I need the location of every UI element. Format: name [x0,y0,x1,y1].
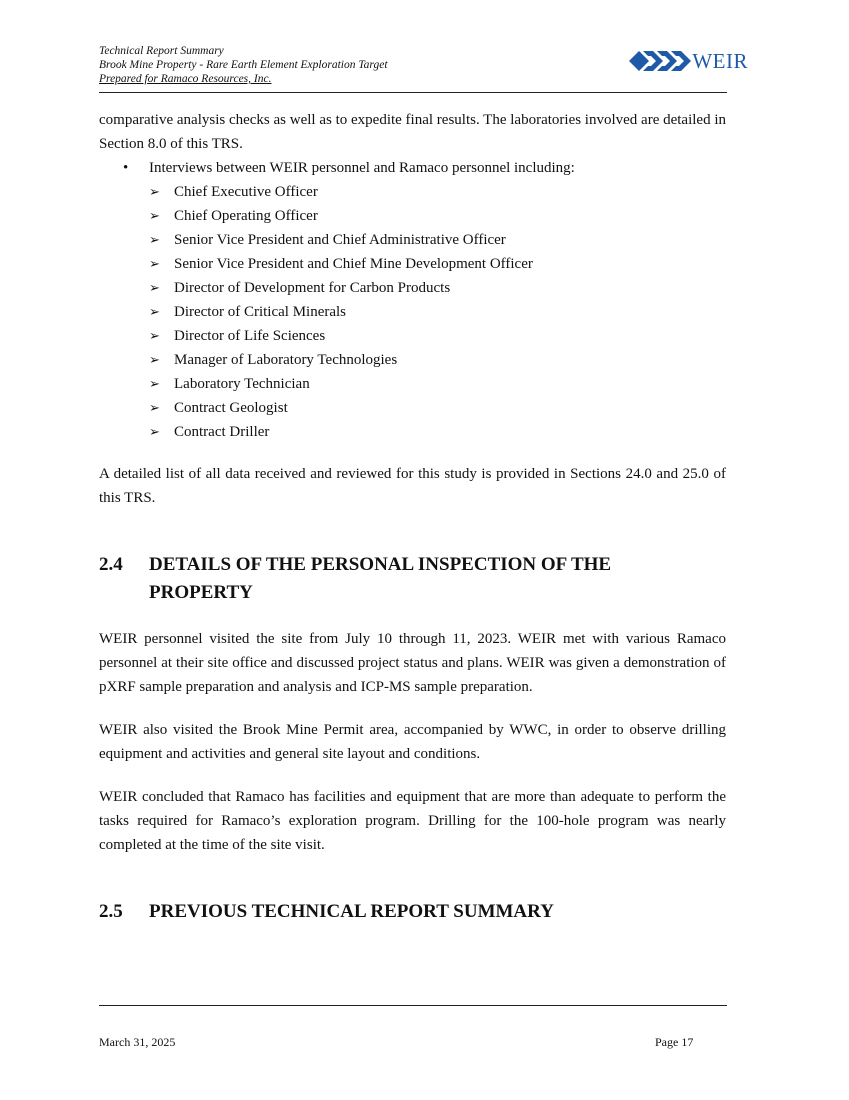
page-header [99,44,748,93]
arrow-bullet-icon: ➢ [149,424,160,439]
list-item [99,156,726,444]
header-prepared-for: Prepared for Ramaco Resources, Inc. [99,73,272,85]
arrow-bullet-icon: ➢ [149,232,160,247]
bullet-icon: • [123,160,129,176]
interviewee-item [149,204,726,228]
interviewee-item [149,396,726,420]
continuation-paragraph: comparative analysis checks as well as to expedite final results. The laboratories involved are detailed in Section 8.0 of this TRS. [99,112,727,152]
interviewee-title: Director of Development for Carbon Products [174,280,451,296]
section-number: 2.5 [99,901,123,922]
interviewee-title: Contract Geologist [174,400,288,416]
interviewee-item [149,324,726,348]
interviewee-item [149,252,726,276]
interviewee-title: Director of Critical Minerals [174,304,347,320]
bullet-text: Interviews between WEIR personnel and Ramaco personnel including: [149,160,575,176]
site-visit-paragraph: WEIR personnel visited the site from July 10 through 11, 2023. WEIR met with various Ramaco personnel at their site office and discussed project status and plans. WEIR was given a demonstration of pXRF sample preparation and analysis and ICP-MS sample preparation. [99,631,726,695]
header-report-type: Technical Report Summary [99,45,224,57]
interviewee-item [149,228,726,252]
interviewee-item [149,372,726,396]
arrow-bullet-icon: ➢ [149,352,160,367]
section-heading-2-5 [99,898,726,926]
conclusion-paragraph: WEIR concluded that Ramaco has facilities and equipment that are more than adequate to perform the tasks required for Ramaco’s exploration program. Drilling for the 100-hole program was nearly completed at the time of the site visit. [99,789,726,853]
header-project: Brook Mine Property - Rare Earth Element Exploration Target [99,59,388,71]
section-number: 2.4 [99,554,123,575]
arrow-bullet-icon: ➢ [149,280,160,295]
interviewee-item [149,300,726,324]
section-title: PREVIOUS TECHNICAL REPORT SUMMARY [149,901,554,922]
interviewee-title: Manager of Laboratory Technologies [174,352,398,368]
interviewee-list [149,180,726,444]
data-list-paragraph: A detailed list of all data received and reviewed for this study is provided in Sections 24.0 and 25.0 of this TRS. [99,466,726,506]
interviewee-item [149,348,726,372]
interviewee-title: Chief Operating Officer [174,208,318,224]
interviewee-title: Director of Life Sciences [174,328,326,344]
footer-date: March 31, 2025 [99,1035,176,1049]
section-heading-2-4 [99,551,726,607]
header-text [99,44,388,86]
interviewee-title: Senior Vice President and Chief Administrative Officer [174,232,506,248]
interviewee-title: Senior Vice President and Chief Mine Development Officer [174,256,533,272]
section-title-line2: PROPERTY [149,582,253,603]
weir-logo-text: WEIR [692,48,748,73]
arrow-bullet-icon: ➢ [149,256,160,271]
weir-logo [629,48,748,74]
arrow-bullet-icon: ➢ [149,400,160,415]
bullet-list [99,156,726,444]
arrow-bullet-icon: ➢ [149,184,160,199]
page-content [99,108,726,926]
interviewee-item [149,180,726,204]
arrow-bullet-icon: ➢ [149,208,160,223]
arrow-bullet-icon: ➢ [149,328,160,343]
arrow-bullet-icon: ➢ [149,376,160,391]
interviewee-item [149,420,726,444]
interviewee-title: Contract Driller [174,424,270,440]
arrow-bullet-icon: ➢ [149,304,160,319]
footer-divider [99,1005,727,1006]
weir-logo-chevrons-icon [629,50,691,72]
interviewee-item [149,276,726,300]
section-title-line1: DETAILS OF THE PERSONAL INSPECTION OF THE [149,554,612,575]
interviewee-title: Laboratory Technician [174,376,310,392]
permit-area-paragraph: WEIR also visited the Brook Mine Permit area, accompanied by WWC, in order to observe drilling equipment and activities and general site layout and conditions. [99,722,726,762]
page-number: Page 17 [655,1035,694,1049]
interviewee-title: Chief Executive Officer [174,184,318,200]
